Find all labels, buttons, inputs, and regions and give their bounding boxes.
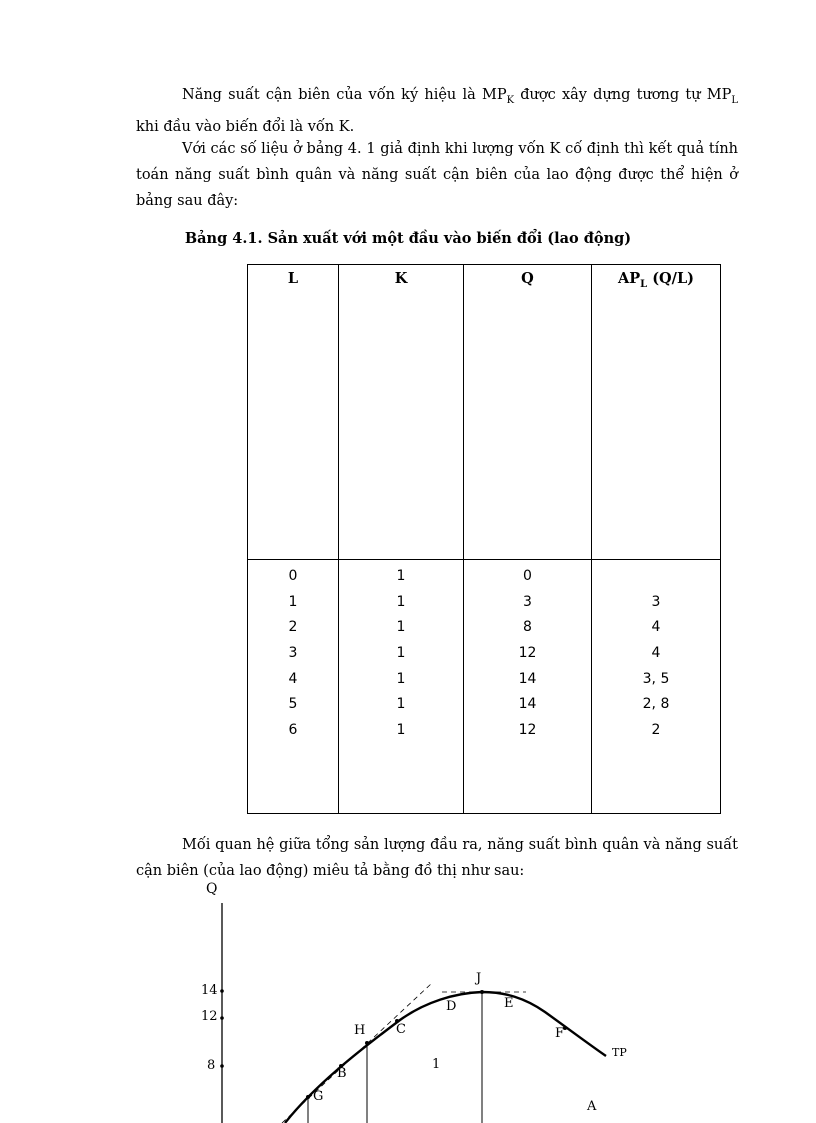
table-cell: 3 (523, 593, 532, 610)
header-AP: $AP_L$ (Q/L) (592, 265, 721, 560)
production-graph (0, 870, 816, 1123)
label-G: G (313, 1089, 324, 1104)
table-caption: Bảng 4.1. Sản xuất với một đầu vào biến đổi (lao động) (184, 230, 632, 247)
point-G-marker (306, 1095, 310, 1099)
label-J: J (476, 971, 482, 986)
production-table (247, 264, 721, 814)
table-cell: 2, 8 (642, 696, 670, 713)
table-cell: 8 (523, 619, 532, 636)
paragraph-graph-intro: Mối quan hệ giữa tổng sản lượng đầu ra, năng suất bình quân và năng suất cận biên (của lao động) miêu tả bằng đồ thị như sau: (136, 837, 738, 879)
tick-8: 8 (207, 1058, 216, 1073)
paragraph-table-intro: Với các số liệu ở bảng 4. 1 giả định khi lượng vốn K cố định thì kết quả tính toán năng suất bình quân và năng suất cận biên của lao động được thể hiện ở bảng sau đây: (136, 141, 738, 209)
table-cell: 0 (523, 568, 532, 584)
table-cell: 1 (396, 619, 406, 636)
table-cell: 2 (651, 722, 661, 739)
table-cell: 12 (518, 722, 537, 739)
table-cell: 4 (288, 670, 298, 687)
tick-mark (220, 1064, 224, 1068)
table-cell: 1 (396, 645, 406, 662)
table-cell: 2 (288, 619, 298, 636)
paragraph-mpk: Năng suất cận biên của vốn ký hiệu là $MP_K$ được xây dựng tương tự $MP_L$ khi đầu vào biến đổi là vốn K. (136, 87, 738, 135)
tick-mark (220, 1016, 224, 1020)
table-cell: 4 (651, 645, 661, 662)
label-E: E (504, 996, 514, 1011)
table-cell: 1 (396, 593, 406, 610)
point-J-marker (480, 990, 484, 994)
column-AP-values (592, 560, 721, 814)
tick-mark (220, 989, 224, 993)
header-K: K (339, 265, 464, 560)
label-F: F (555, 1026, 565, 1041)
table-cell: 1 (396, 670, 406, 687)
table-cell: 14 (518, 670, 537, 687)
table-cell: 4 (651, 619, 661, 636)
point-H-marker (365, 1041, 369, 1045)
label-B: B (337, 1066, 347, 1081)
header-Q: Q (464, 265, 592, 560)
table-cell (592, 564, 720, 590)
column-L-values (248, 560, 339, 814)
table-cell: 1 (396, 696, 406, 713)
label-H: H (354, 1023, 366, 1038)
table-cell: 3 (288, 645, 298, 662)
region-label-1: 1 (432, 1057, 441, 1072)
table-cell: 1 (288, 593, 298, 610)
table-cell: 12 (518, 645, 537, 662)
label-C: C (396, 1022, 406, 1037)
table-cell: 3, 5 (642, 670, 670, 687)
label-TP: TP (612, 1046, 627, 1059)
label-A: A (587, 1099, 597, 1114)
table-cell: 1 (396, 568, 406, 584)
table-cell: 6 (288, 722, 298, 739)
table-cell: 3 (651, 593, 661, 610)
table-cell: 1 (396, 722, 406, 739)
tick-14: 14 (201, 983, 218, 998)
table-cell: 5 (288, 696, 298, 713)
header-L: L (248, 265, 339, 560)
tick-12: 12 (201, 1009, 218, 1024)
table-cell: 0 (288, 568, 298, 584)
table-cell: 14 (518, 696, 537, 713)
y-axis-label: Q (206, 881, 218, 897)
column-Q-values (464, 560, 592, 814)
label-D: D (446, 999, 457, 1014)
column-K-values (339, 560, 464, 814)
